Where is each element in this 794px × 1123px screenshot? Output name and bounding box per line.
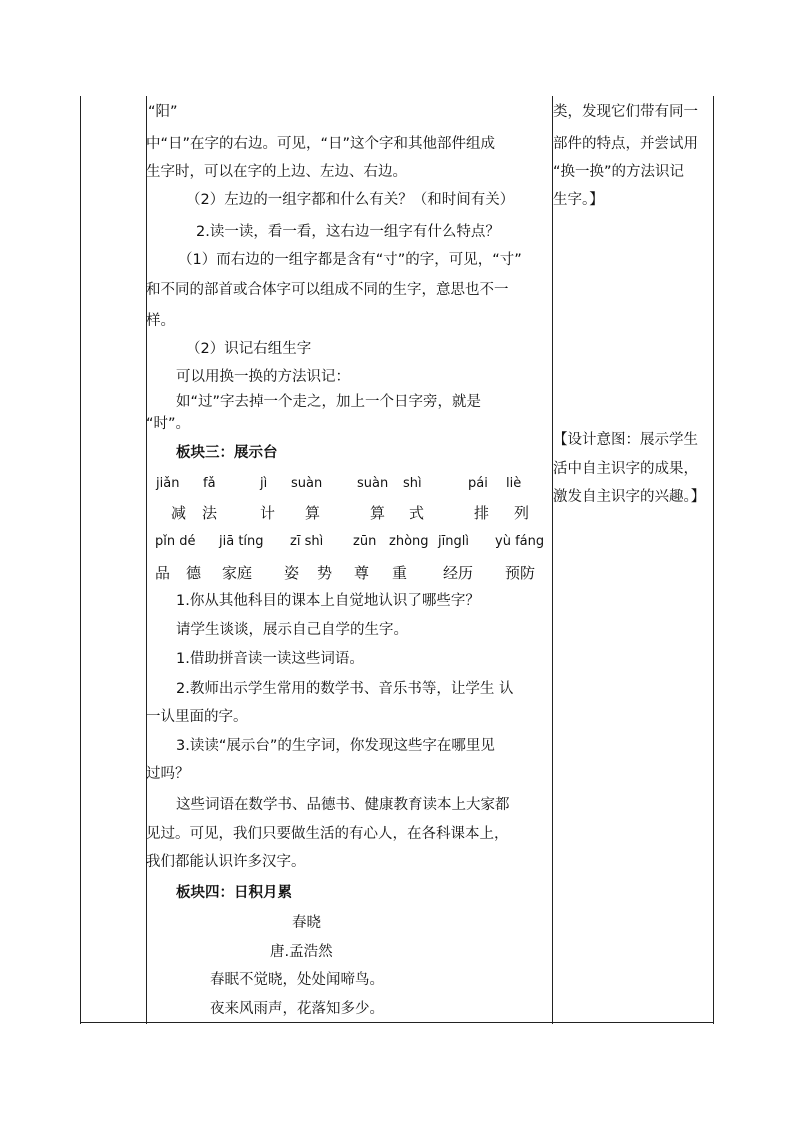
pinyin: suàn	[357, 476, 389, 491]
pinyin: zī shì	[290, 534, 324, 549]
design-intent-line: 活中自主识字的成果，	[553, 461, 698, 477]
text-line: 中“日”在字的右边。可见，“日”这个字和其他部件组成	[146, 136, 496, 152]
text-line: 生字时，可以在字的上边、左边、右边。	[146, 164, 407, 180]
section-heading: 板块三：展示台	[176, 445, 278, 461]
hanzi: 品	[155, 564, 171, 582]
hanzi: 算	[370, 504, 386, 522]
text-line: （2）左边的一组字都和什么有关？（和时间有关）	[186, 192, 515, 208]
hanzi: 算	[305, 504, 321, 522]
pinyin: suàn	[291, 476, 323, 491]
hanzi: 列	[514, 504, 530, 522]
pinyin: pǐn dé	[155, 534, 196, 549]
text-line: 这些词语在数学书、品德书、健康教育读本上大家都	[176, 797, 510, 813]
hanzi: 经历	[443, 564, 474, 582]
hanzi: 排	[474, 504, 490, 522]
side-note-line: “换一换”的方法识记	[553, 164, 685, 180]
poem-title: 春晓	[292, 915, 321, 931]
hanzi: 式	[409, 504, 425, 522]
hanzi: 法	[202, 504, 218, 522]
pinyin: jì	[260, 476, 268, 491]
text-line: 和不同的部首或合体字可以组成不同的生字，意思也不一	[146, 282, 509, 298]
hanzi: 势	[317, 564, 333, 582]
text-line: 见过。可见，我们只要做生活的有心人，在各科课本上，	[146, 826, 509, 842]
side-note-line: 类，发现它们带有同一	[553, 104, 698, 120]
pinyin: shì	[403, 476, 422, 491]
text-line: 过吗？	[146, 766, 190, 782]
hanzi: 减	[171, 504, 187, 522]
text-line: 2.教师出示学生常用的数学书、音乐书等，让学生 认	[176, 681, 514, 697]
side-note-line: 部件的特点，并尝试用	[553, 136, 698, 152]
text-line: “时”。	[146, 416, 191, 432]
text-line: （1）而右边的一组字都是含有“寸”的字，可见，“寸”	[178, 252, 522, 268]
pinyin: jiǎn	[156, 476, 180, 491]
hanzi: 家庭	[222, 564, 253, 582]
hanzi: 尊	[354, 564, 370, 582]
text-line: （2）识记右组生字	[186, 341, 312, 357]
poem-line: 春眠不觉晓，处处闻啼鸟。	[210, 972, 384, 988]
table-border-left	[80, 96, 81, 1024]
table-border-col2	[552, 96, 553, 1024]
text-line: 样。	[146, 313, 175, 329]
table-border-bottom	[80, 1022, 714, 1023]
poem-line: 夜来风雨声，花落知多少。	[210, 1001, 384, 1017]
text-line: 可以用换一换的方法识记：	[176, 369, 350, 385]
text-line: 我们都能认识许多汉字。	[146, 854, 306, 870]
hanzi: 德	[186, 564, 202, 582]
hanzi: 重	[392, 564, 408, 582]
text-line: 1.你从其他科目的课本上自觉地认识了哪些字？	[176, 593, 480, 609]
pinyin: yù fáng	[495, 534, 545, 549]
poem-author: 唐.孟浩然	[270, 944, 333, 960]
table-border-right	[713, 96, 714, 1024]
design-intent-line: 【设计意图：展示学生	[553, 432, 698, 448]
pinyin: fǎ	[203, 476, 216, 491]
hanzi: 预防	[505, 564, 536, 582]
pinyin: zhòng	[389, 534, 429, 549]
text-line: 2.读一读，看一看，这右边一组字有什么特点？	[196, 224, 500, 240]
pinyin: jiā tíng	[219, 534, 264, 549]
pinyin: pái	[468, 476, 488, 491]
text-line: 3.读读“展示台”的生字词，你发现这些字在哪里见	[176, 738, 495, 754]
pinyin: jīnglì	[438, 534, 469, 549]
text-line: 如“过”字去掉一个走之，加上一个日字旁，就是	[176, 394, 482, 410]
section-heading: 板块四：日积月累	[176, 885, 292, 901]
text-line: “阳”	[148, 104, 178, 120]
pinyin: liè	[506, 476, 522, 491]
text-line: 请学生谈谈，展示自己自学的生字。	[176, 622, 408, 638]
text-line: 一认里面的字。	[146, 709, 248, 725]
pinyin: zūn	[353, 534, 377, 549]
design-intent-line: 激发自主识字的兴趣。】	[553, 489, 706, 505]
side-note-line: 生字。】	[553, 192, 604, 208]
hanzi: 计	[260, 504, 276, 522]
text-line: 1.借助拼音读一读这些词语。	[176, 651, 364, 667]
hanzi: 姿	[284, 564, 300, 582]
table-border-col1	[146, 96, 147, 1024]
